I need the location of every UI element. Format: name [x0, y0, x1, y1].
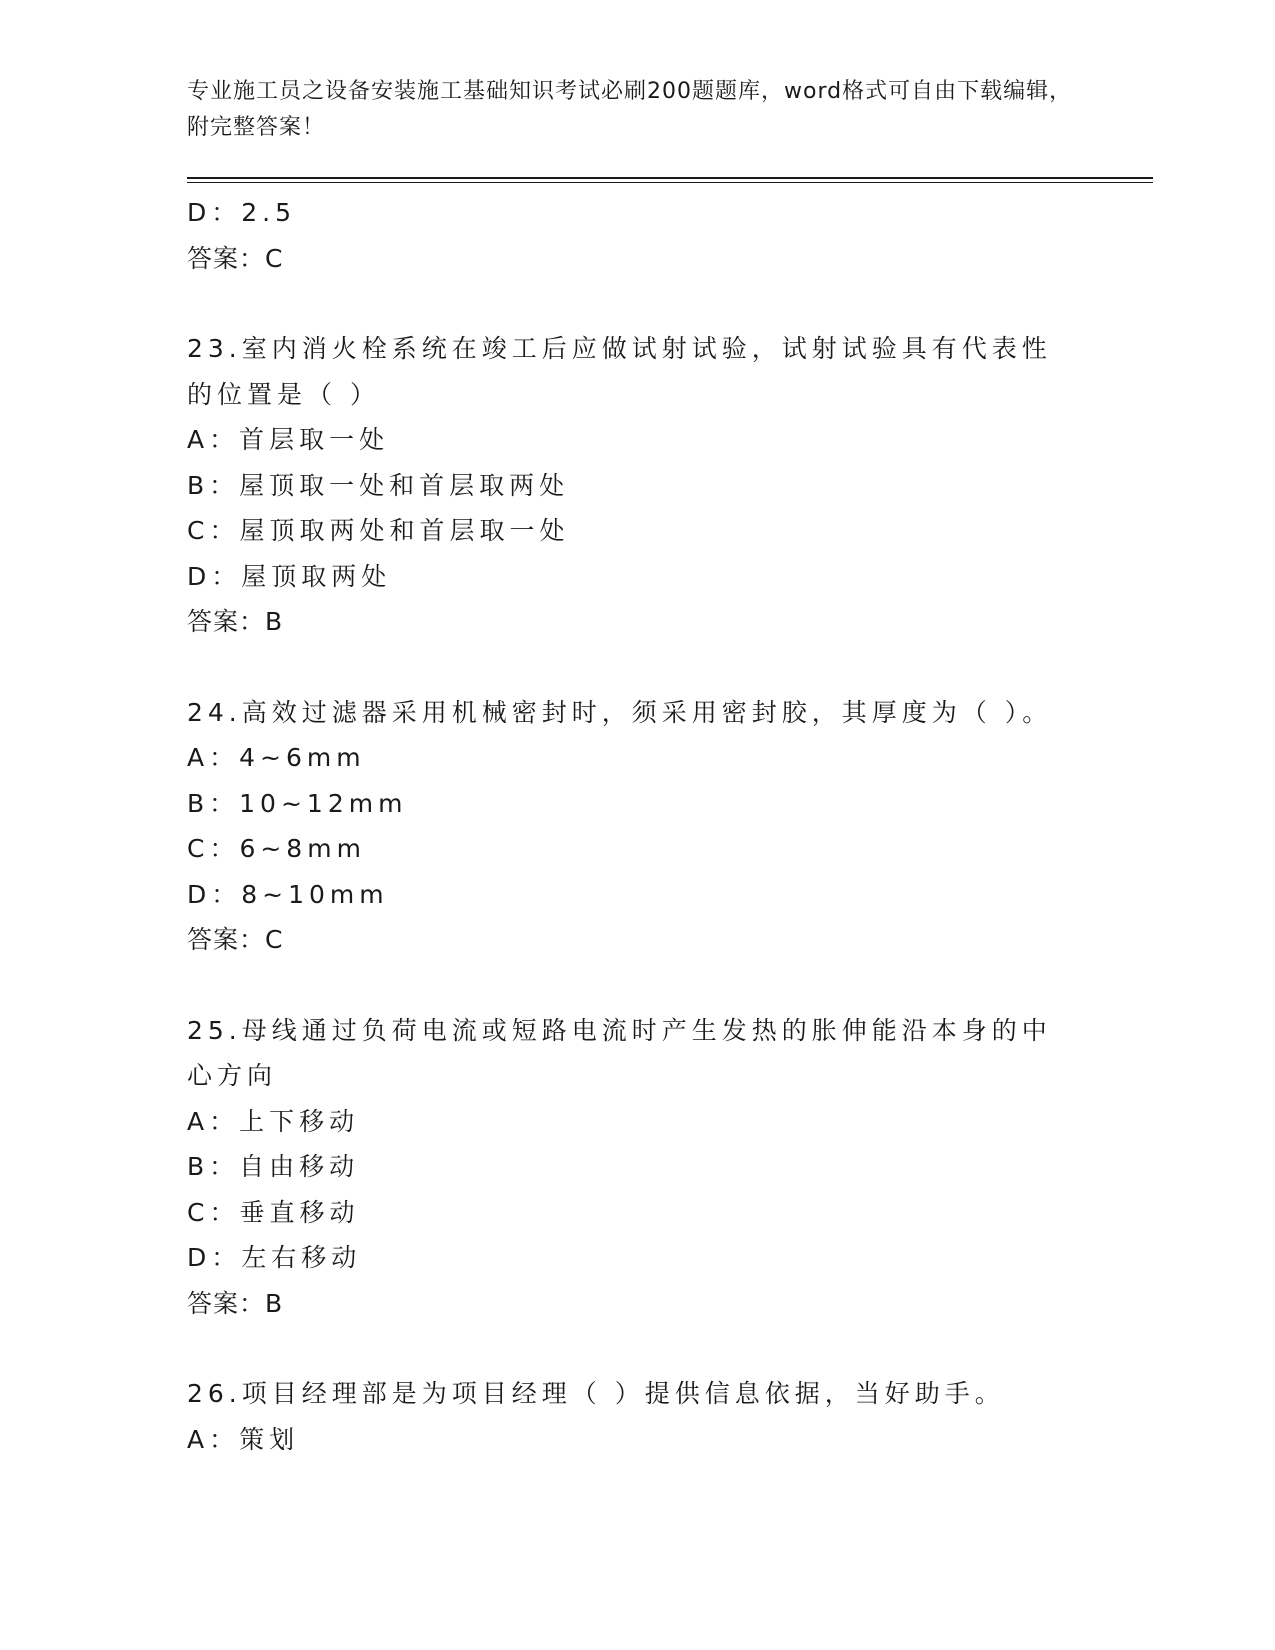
header-divider-thick [187, 177, 1153, 179]
spacer [187, 1326, 1087, 1371]
prev-option-d: D：2.5 [187, 198, 297, 227]
spacer [187, 281, 1087, 326]
question-25-text: 25.母线通过负荷电流或短路电流时产生发热的胀伸能沿本身的中心方向 [187, 1015, 1052, 1090]
question-23-answer: 答案：B [187, 607, 284, 636]
question-25 [187, 1008, 1087, 1327]
header-title: 专业施工员之设备安装施工基础知识考试必刷200题题库，word格式可自由下载编辑，附完整答案！ [187, 79, 1073, 140]
question-25-option-a: A：上下移动 [187, 1106, 360, 1136]
spacer [187, 963, 1087, 1008]
question-26 [187, 1371, 1087, 1462]
question-26-option-a: A：策划 [187, 1424, 300, 1454]
question-25-answer: 答案：B [187, 1288, 284, 1318]
question-23-option-a: A：首层取一处 [187, 425, 390, 454]
question-26-text: 26.项目经理部是为项目经理（ ）提供信息依据，当好助手。 [187, 1379, 1005, 1408]
question-25-option-d: D：左右移动 [187, 1243, 362, 1272]
header-divider-thin [187, 182, 1153, 183]
question-24-answer: 答案：C [187, 925, 284, 954]
question-25-option-c: C：垂直移动 [187, 1197, 360, 1227]
question-23-option-d: D：屋顶取两处 [187, 561, 392, 591]
question-24-text: 24.高效过滤器采用机械密封时，须采用密封胶，其厚度为（ ）。 [187, 697, 1053, 727]
question-23-option-b: B：屋顶取一处和首层取两处 [187, 470, 570, 500]
question-23-option-c: C：屋顶取两处和首层取一处 [187, 516, 570, 545]
question-content [187, 190, 1087, 1462]
question-23-text: 23.室内消火栓系统在竣工后应做试射试验，试射试验具有代表性的位置是（ ） [187, 334, 1052, 409]
question-24-option-b: B：10~12mm [187, 788, 408, 818]
question-24-option-c: C：6~8mm [187, 834, 366, 863]
spacer [187, 645, 1087, 690]
question-24 [187, 690, 1087, 963]
question-25-option-b: B：自由移动 [187, 1152, 360, 1181]
prev-answer: 答案：C [187, 243, 284, 273]
question-23 [187, 326, 1087, 645]
question-24-option-d: D：8~10mm [187, 879, 389, 909]
question-24-option-a: A：4~6mm [187, 743, 366, 772]
